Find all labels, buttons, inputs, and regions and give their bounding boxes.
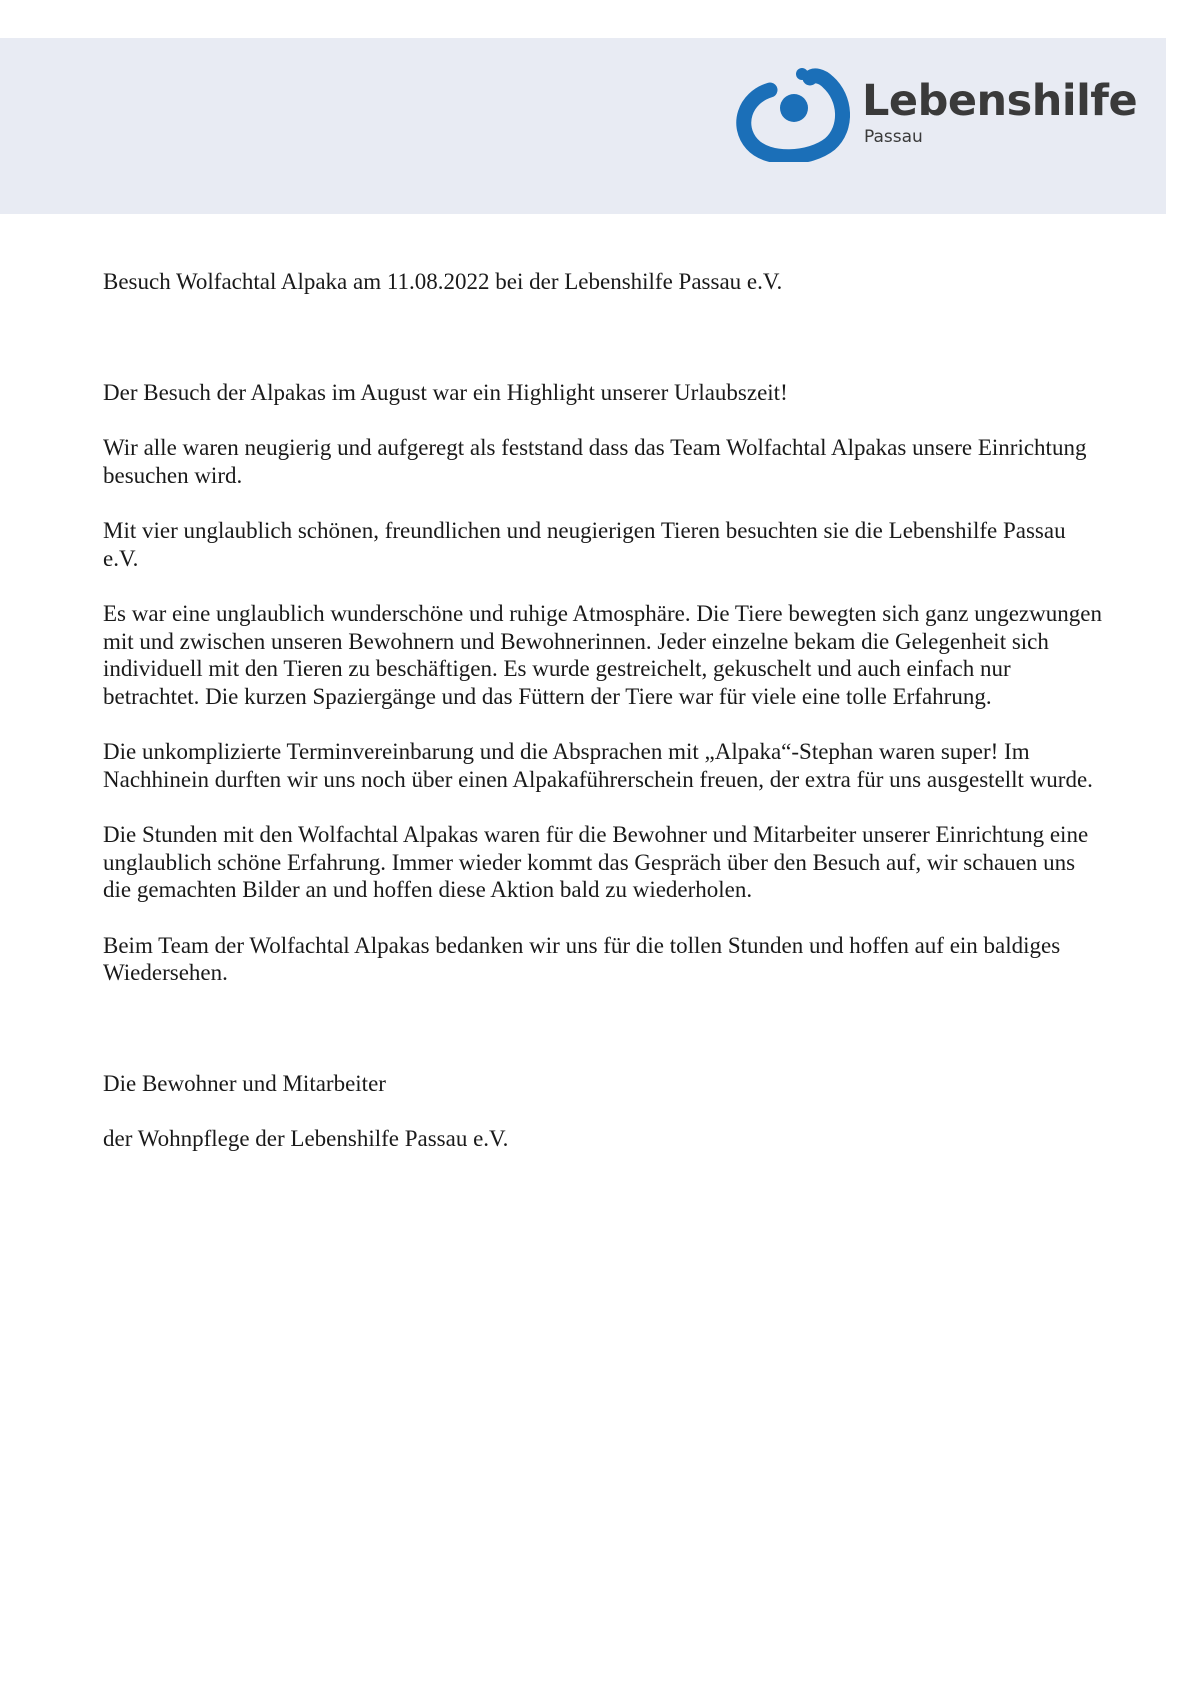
letter-paragraph: Die Stunden mit den Wolfachtal Alpakas waren für die Bewohner und Mitarbeiter unserer Einrichtung eine unglaublich schöne Erfahrung. Immer wieder kommt das Gespräch über den Besuch auf, wir schauen uns die gemachten Bilder an und hoffen diese Aktion bald zu wiederholen.: [103, 822, 1089, 902]
letter-paragraph: Mit vier unglaublich schönen, freundlichen und neugierigen Tieren besuchten sie die Lebenshilfe Passau e.V.: [103, 518, 1066, 571]
lebenshilfe-logo: [730, 64, 1150, 164]
lebenshilfe-symbol-icon: [730, 66, 850, 162]
letter-paragraph: Beim Team der Wolfachtal Alpakas bedanken wir uns für die tollen Stunden und hoffen auf ein baldiges Wiedersehen.: [103, 932, 1061, 985]
letter-body: [103, 268, 1103, 1153]
letter-paragraph: Der Besuch der Alpakas im August war ein Highlight unserer Urlaubszeit!: [103, 379, 788, 405]
signature-line: der Wohnpflege der Lebenshilfe Passau e.V.: [103, 1126, 509, 1151]
letter-subject: Besuch Wolfachtal Alpaka am 11.08.2022 bei der Lebenshilfe Passau e.V.: [103, 269, 783, 294]
letter-paragraph: Wir alle waren neugierig und aufgeregt als feststand dass das Team Wolfachtal Alpakas unsere Einrichtung besuchen wird.: [103, 435, 1087, 488]
letter-paragraph: Es war eine unglaublich wunderschöne und ruhige Atmosphäre. Die Tiere bewegten sich ganz ungezwungen mit und zwischen unseren Bewohnern und Bewohnerinnen. Jeder einzelne bekam die Gelegenheit sich individuell mit den Tieren zu beschäftigen. Es wurde gestreichelt, gekuschelt und auch einfach nur betrachtet. Die kurzen Spaziergänge und das Füttern der Tiere war für viele eine tolle Erfahrung.: [103, 601, 1102, 709]
brand-location: Passau: [864, 127, 923, 147]
letter-paragraph: Die unkomplizierte Terminvereinbarung und die Absprachen mit „Alpaka“-Stephan waren super! Im Nachhinein durften wir uns noch über einen Alpakaführerschein freuen, der extra für uns ausgestellt wurde.: [103, 739, 1093, 792]
signature-line: Die Bewohner und Mitarbeiter: [103, 1070, 386, 1096]
brand-name: Lebenshilfe: [862, 76, 1138, 126]
